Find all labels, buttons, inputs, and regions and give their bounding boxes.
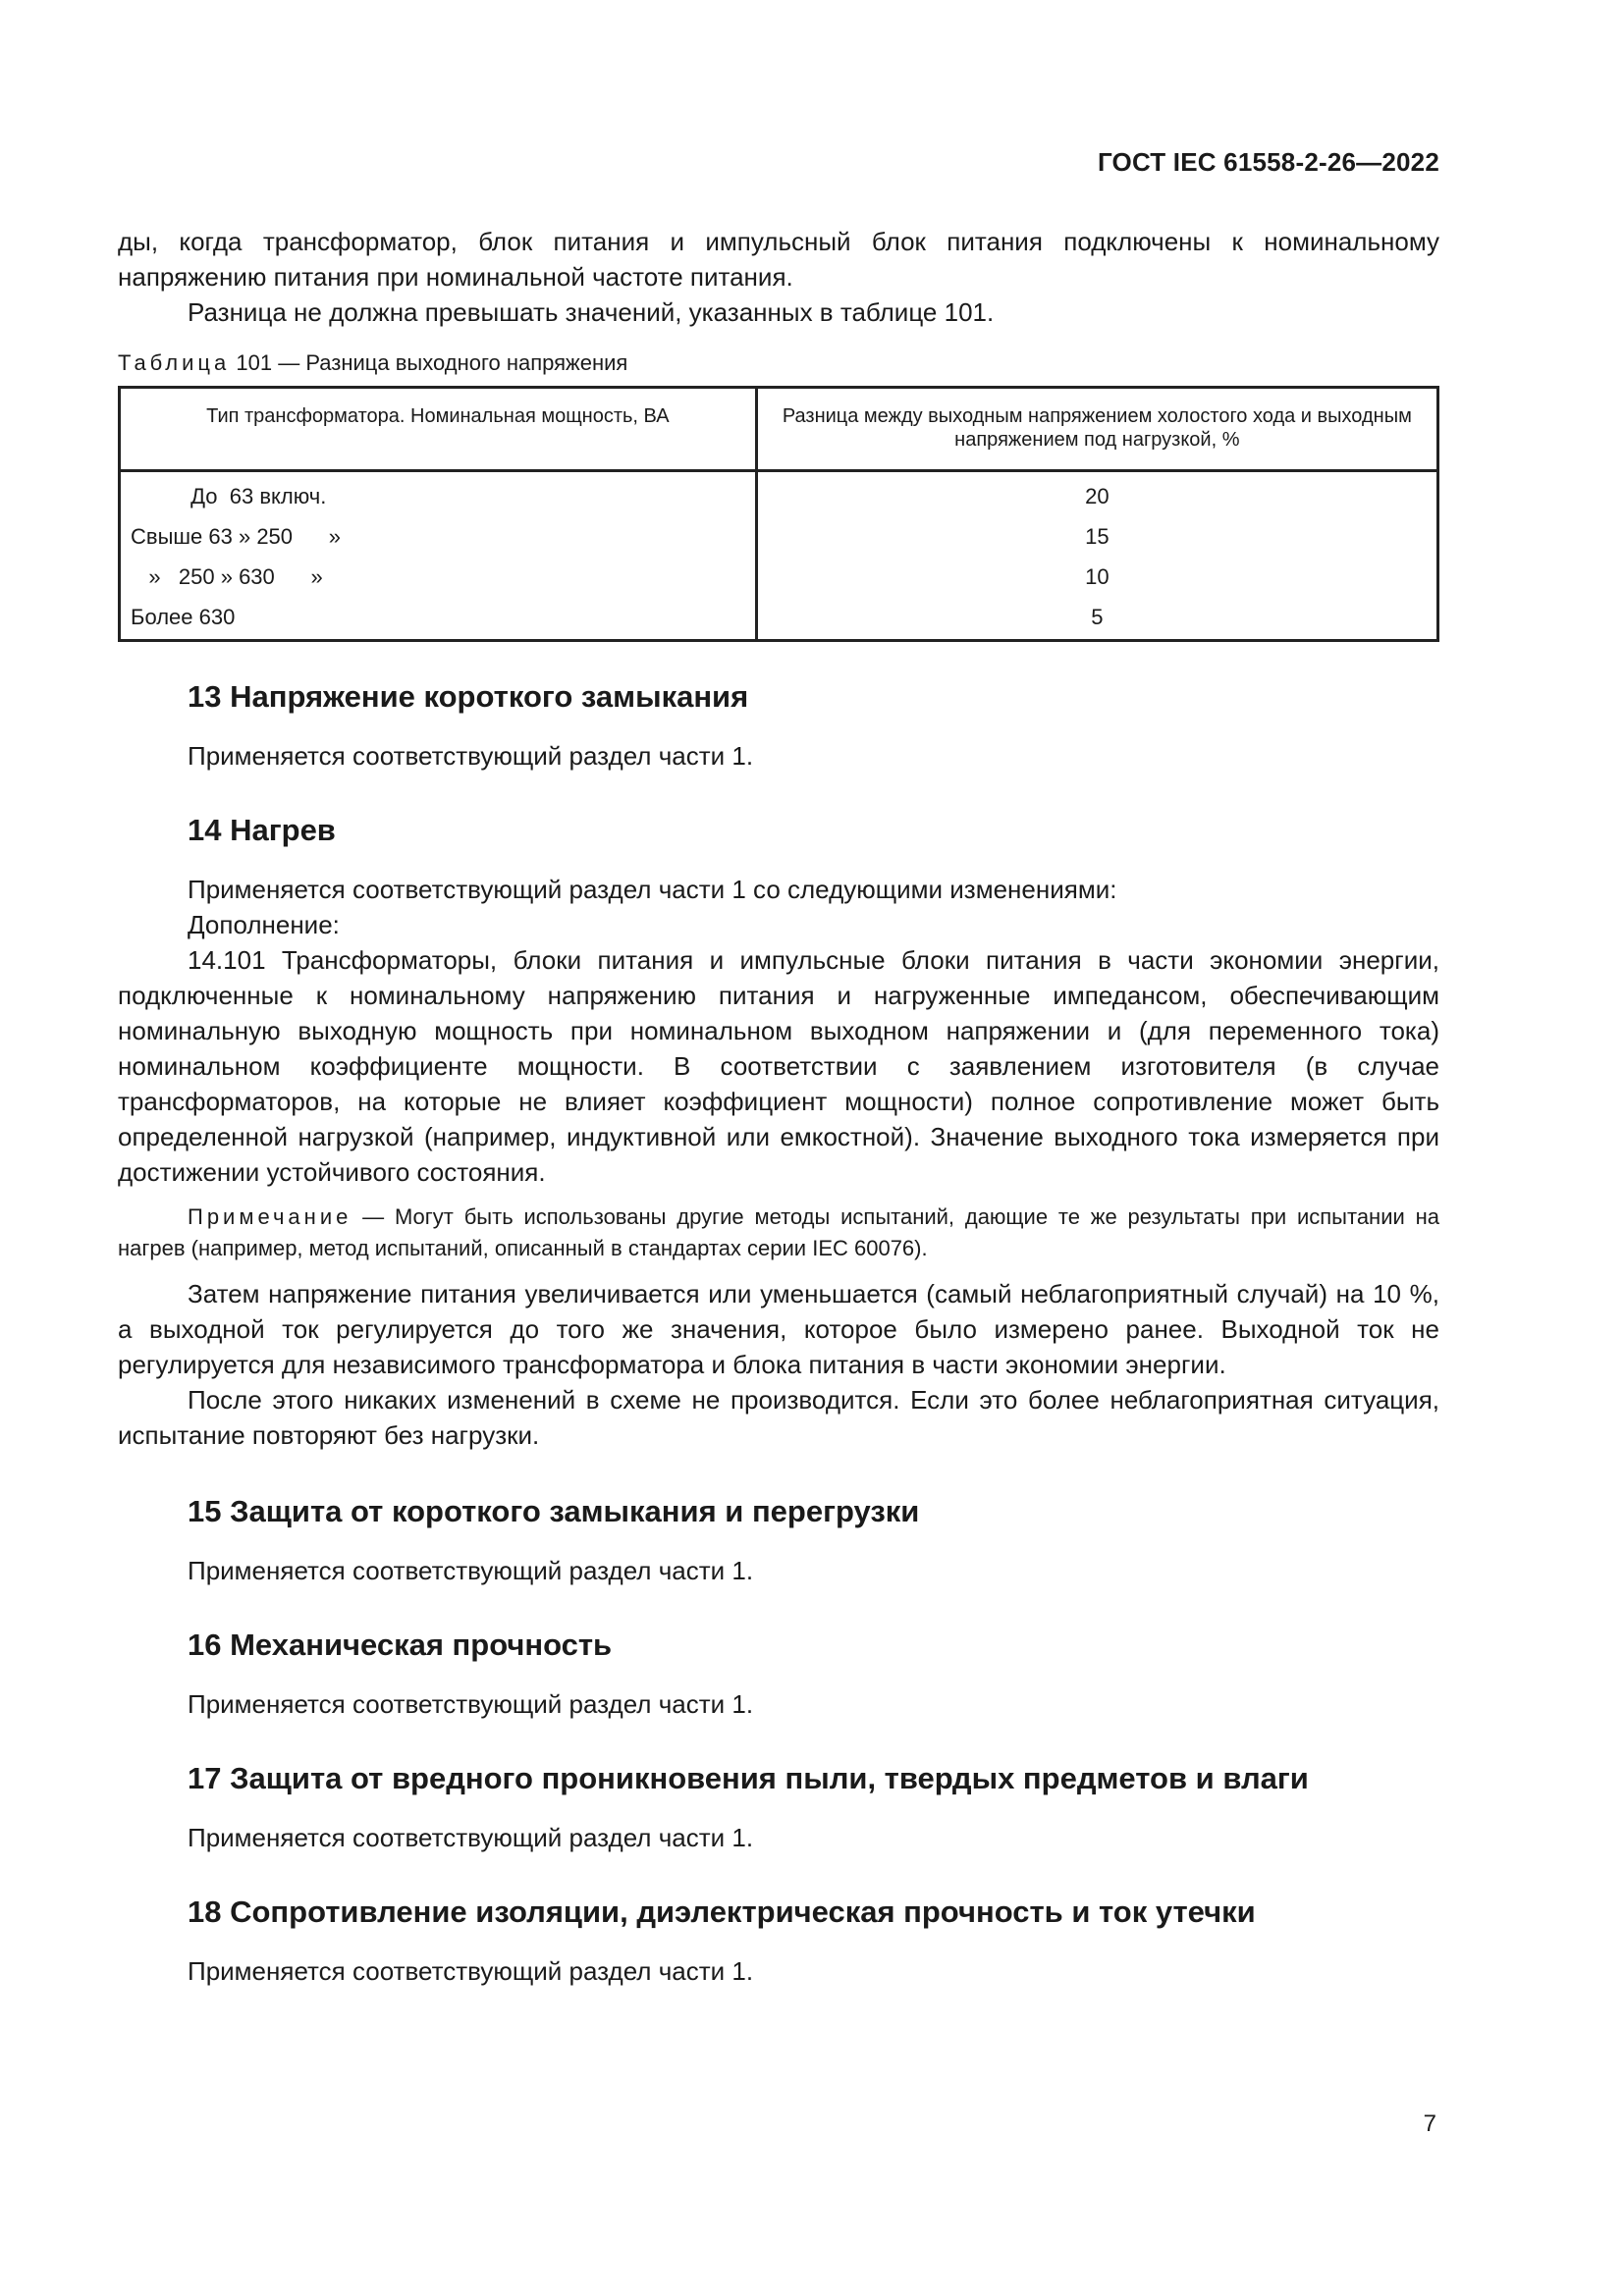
- page-number: 7: [1423, 2110, 1436, 2137]
- table-row: [120, 471, 1438, 517]
- section-16-text: Применяется соответствующий раздел части 1.: [188, 1689, 754, 1719]
- table-cell-value: 20: [1085, 483, 1110, 508]
- table-row: [120, 516, 1438, 557]
- table-row: [120, 597, 1438, 641]
- voltage-difference-table: [118, 386, 1439, 642]
- section-15-text: Применяется соответствующий раздел части 1.: [188, 1556, 754, 1585]
- section-17-heading: 17 Защита от вредного проникновения пыли, твердых предметов и влаги: [188, 1761, 1309, 1795]
- section-15-heading: 15 Защита от короткого замыкания и перегрузки: [188, 1494, 920, 1528]
- section-14-heading: 14 Нагрев: [188, 813, 336, 847]
- section-18-text: Применяется соответствующий раздел части 1.: [188, 1956, 754, 1986]
- table-header-difference: Разница между выходным напряжением холостого хода и выходным напряжением под нагрузкой, %: [756, 388, 1437, 471]
- section-14-para-2: Дополнение:: [188, 910, 340, 939]
- table-cell-value: 15: [1085, 523, 1110, 549]
- table-cell-type: Более 630: [120, 597, 757, 641]
- table-cell-type: Свыше 63 » 250 »: [120, 516, 757, 557]
- section-14-para-5: После этого никаких изменений в схеме не производится. Если это более неблагоприятная ситуация, испытание повторяют без нагрузки.: [118, 1385, 1439, 1450]
- section-13-text: Применяется соответствующий раздел части 1.: [188, 741, 754, 771]
- table-cell-type: » 250 » 630 »: [120, 557, 757, 597]
- table-header-type: Тип трансформатора. Номинальная мощность, ВА: [120, 388, 757, 471]
- table-cell-value: 5: [1091, 604, 1104, 629]
- section-14-para-1: Применяется соответствующий раздел части 1 со следующими изменениями:: [188, 875, 1117, 904]
- section-13-heading: 13 Напряжение короткого замыкания: [188, 679, 749, 714]
- section-17-text: Применяется соответствующий раздел части 1.: [188, 1823, 754, 1852]
- section-18-heading: 18 Сопротивление изоляции, диэлектрическая прочность и ток утечки: [188, 1895, 1256, 1929]
- section-14-note: [118, 1201, 1439, 1264]
- intro-paragraph-2: Разница не должна превышать значений, указанных в таблице 101.: [188, 297, 995, 327]
- table-row: [120, 557, 1438, 597]
- intro-paragraph: ды, когда трансформатор, блок питания и импульсный блок питания подключены к номинальному напряжению питания при номинальной частоте питания.: [118, 227, 1439, 292]
- table-caption-text: 101 — Разница выходного напряжения: [236, 350, 628, 375]
- table-header-row: [120, 388, 1438, 471]
- page-content: [118, 224, 1439, 1989]
- standard-id-header: ГОСТ IEC 61558-2-26—2022: [1097, 147, 1439, 177]
- note-label: Примечание: [188, 1204, 352, 1229]
- table-caption-label: Таблица: [118, 350, 231, 375]
- table-cell-value: 10: [1085, 563, 1110, 589]
- section-16-heading: 16 Механическая прочность: [188, 1628, 613, 1662]
- section-14-para-4: Затем напряжение питания увеличивается или уменьшается (самый неблагоприятный случай) на 10 %, а выходной ток регулируется до того же значения, которое было измерено ранее. Выходной ток не регулируется для независимого трансформатора и блока питания в части экономии энергии.: [118, 1279, 1439, 1379]
- note-text: — Могут быть использованы другие методы испытаний, дающие те же результаты при испытании на нагрев (например, метод испытаний, описанный в стандартах серии IEC 60076).: [118, 1204, 1439, 1260]
- table-cell-type: До 63 включ.: [120, 471, 757, 517]
- section-14-para-3: 14.101 Трансформаторы, блоки питания и импульсные блоки питания в части экономии энергии, подключенные к номинальному напряжению питания и нагруженные импедансом, обеспечивающим номинальную выходную мощность при номинальном выходном напряжении и (для переменного тока) номинальном коэффициенте мощности. В соответствии с заявлением изготовителя (в случае трансформаторов, на которые не влияет коэффициент мощности) полное сопротивление может быть определенной нагрузкой (например, индуктивной или емкостной). Значение выходного тока измеряется при достижении устойчивого состояния.: [118, 945, 1439, 1187]
- table-caption: [118, 349, 1439, 377]
